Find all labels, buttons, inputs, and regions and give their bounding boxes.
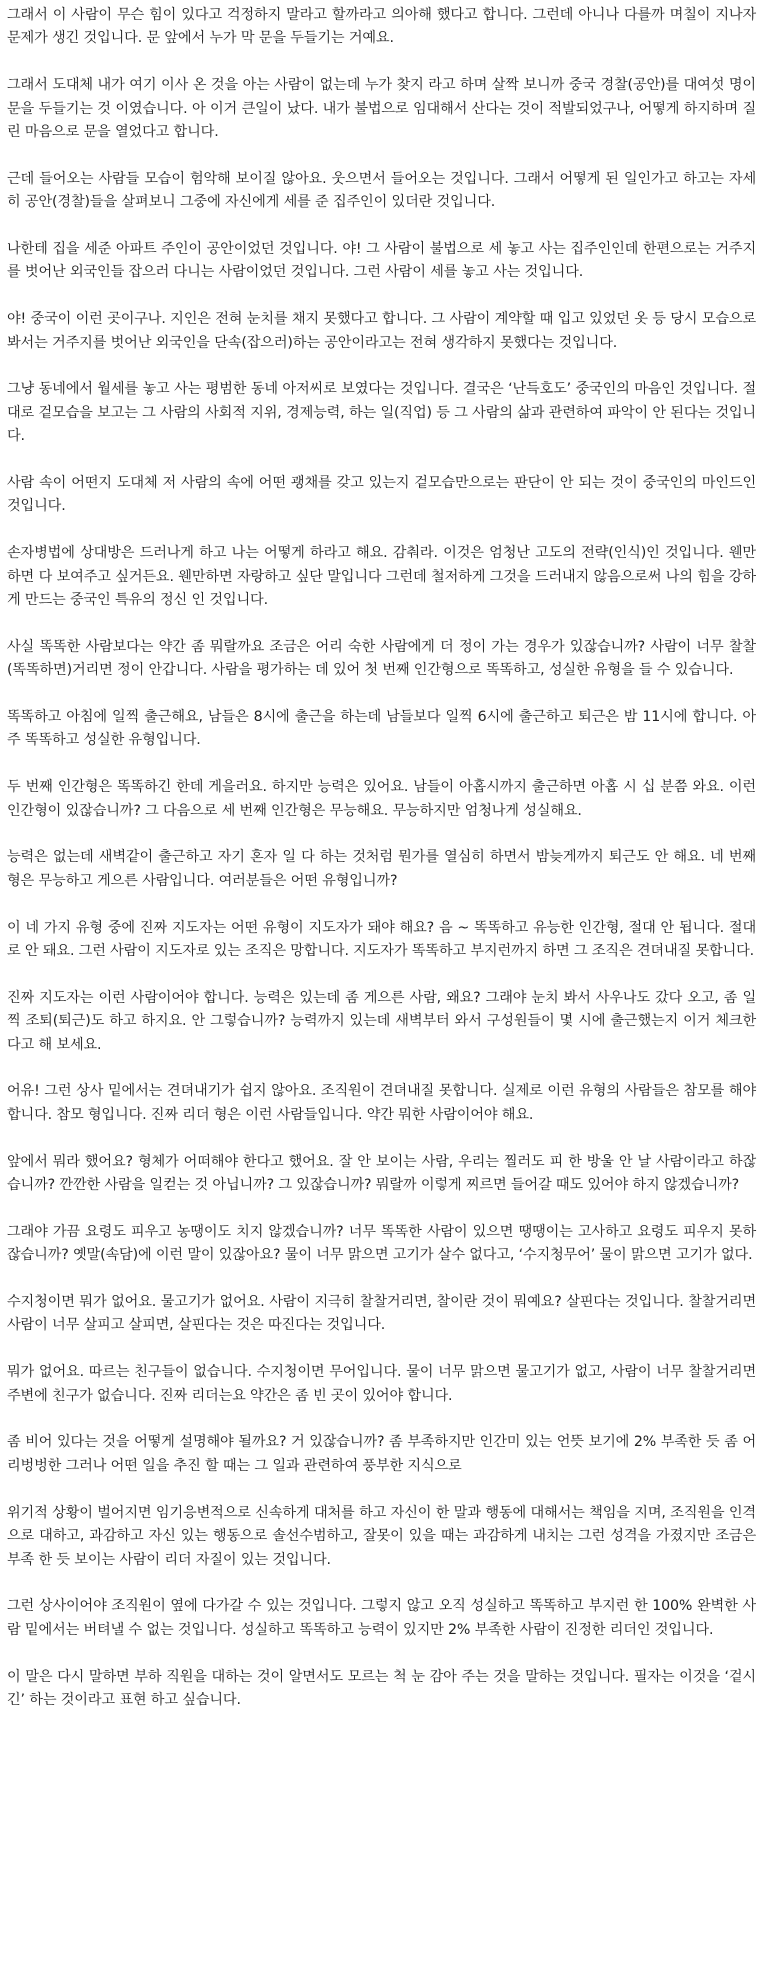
paragraph: 좀 비어 있다는 것을 어떻게 설명해야 될까요? 거 있잖습니까? 좀 부족하지만 인간미 있는 언뜻 보기에 2% 부족한 듯 좀 어리벙벙한 그러나 어떤 일을 추진 할 때는 그 일과 관련하여 풍부한 지식으로 [7,1434,756,1474]
paragraph: 사실 똑똑한 사람보다는 약간 좀 뭐랄까요 조금은 어리 숙한 사람에게 더 정이 가는 경우가 있잖습니까? 사람이 너무 찰찰(똑똑하면)거리면 정이 안갑니다. 사람을 평가하는 데 있어 첫 번째 인간형으로 똑똑하고, 성실한 유형을 들 수 있습니다. [7,638,756,679]
paragraph: 손자병법에 상대방은 드러나게 하고 나는 어떻게 하라고 해요. 감춰라. 이것은 엄청난 고도의 전략(인식)인 것입니다. 웬만하면 다 보여주고 싶거든요. 웬만하면 자랑하고 싶단 말입니다 그런데 철저하게 그것을 드러내지 않음으로써 나의 힘을 강하게 만드는 중국인 특유의 정신 인 것입니다. [7,545,756,609]
paragraph: 두 번째 인간형은 똑똑하긴 한데 게을러요. 하지만 능력은 있어요. 남들이 아홉시까지 출근하면 아홉 시 십 분쯤 와요. 이런 인간형이 있잖습니까? 그 다음으로 세 번째 인간형은 무능해요. 무능하지만 엄청나게 성실해요. [7,779,756,819]
paragraph: 사람 속이 어떤지 도대체 저 사람의 속에 어떤 괭채를 갖고 있는지 겉모습만으로는 판단이 안 되는 것이 중국인의 마인드인 것입니다. [7,475,756,515]
paragraph: 야! 중국이 이런 곳이구나. 지인은 전혀 눈치를 채지 못했다고 합니다. 그 사람이 계약할 때 입고 있었던 옷 등 당시 모습으로 봐서는 거주지를 벗어난 외국인을 단속(잡으러)하는 공안이라고는 전혀 생각하지 못했다는 것입니다. [7,311,756,351]
paragraph: 뭐가 없어요. 따르는 친구들이 없습니다. 수지청이면 무어입니다. 물이 너무 맑으면 물고기가 없고, 사람이 너무 찰찰거리면 주변에 친구가 없습니다. 진짜 리더는요 약간은 좀 빈 곳이 있어야 합니다. [7,1364,756,1404]
paragraph: 근데 들어오는 사람들 모습이 험악해 보이질 않아요. 웃으면서 들어오는 것입니다. 그래서 어떻게 된 일인가고 하고는 자세히 공안(경찰)들을 살펴보니 그중에 자신에게 세를 준 집주인이 있더란 것입니다. [7,170,756,211]
paragraph: 이 말은 다시 말하면 부하 직원을 대하는 것이 알면서도 모르는 척 눈 감아 주는 것을 말하는 것입니다. 필자는 이것을 ‘겉시긴’ 하는 것이라고 표현 하고 싶습니다. [7,1668,756,1708]
paragraph: 어유! 그런 상사 밑에서는 견뎌내기가 쉽지 않아요. 조직원이 견뎌내질 못합니다. 실제로 이런 유형의 사람들은 참모를 해야 합니다. 참모 형입니다. 진짜 리더 형은 이런 사람들입니다. 약간 뭐한 사람이어야 해요. [7,1083,756,1123]
paragraph: 진짜 지도자는 이런 사람이어야 합니다. 능력은 있는데 좀 게으른 사람, 왜요? 그래야 눈치 봐서 사우나도 갔다 오고, 좀 일찍 조퇴(퇴근)도 하고 하지요. 안 그렇습니까? 능력까지 있는데 새벽부터 와서 구성원들이 몇 시에 출근했는지 이거 체크한다고 해 보세요. [7,989,756,1053]
paragraph: 그래야 가끔 요령도 피우고 농땡이도 치지 않겠습니까? 너무 똑똑한 사람이 있으면 땡땡이는 고사하고 요령도 피우지 못하잖습니까? 옛말(속담)에 이런 말이 있잖아요? 물이 너무 맑으면 고기가 살수 없다고, ‘수지청무어’ 물이 맑으면 고기가 없다. [7,1223,756,1264]
paragraph: 그냥 동네에서 월세를 놓고 사는 평범한 동네 아저씨로 보였다는 것입니다. 결국은 ‘난득호도’ 중국인의 마음인 것입니다. 절대로 겉모습을 보고는 그 사람의 사회적 지위, 경제능력, 하는 일(직업) 등 그 사람의 삶과 관련하여 파악이 안 된다는 것입니다. [7,381,756,445]
paragraph: 그런 상사이어야 조직원이 옆에 다가갈 수 있는 것입니다. 그렇지 않고 오직 성실하고 똑똑하고 부지런 한 100% 완벽한 사람 밑에서는 버텨낼 수 없는 것입니다. 성실하고 똑똑하고 능력이 있지만 2% 부족한 사람이 진정한 리더인 것입니다. [7,1598,756,1638]
paragraph: 이 네 가지 유형 중에 진짜 지도자는 어떤 유형이 지도자가 돼야 해요? 음 ~ 똑똑하고 유능한 인간형, 절대 안 됩니다. 절대로 안 돼요. 그런 사람이 지도자로 있는 조직은 망합니다. 지도자가 똑똑하고 부지런까지 하면 그 조직은 견뎌내질 못합니다. [7,919,756,960]
paragraph: 나한테 집을 세준 아파트 주인이 공안이었던 것입니다. 야! 그 사람이 불법으로 세 놓고 사는 집주인인데 한편으로는 거주지를 벗어난 외국인들 잡으러 다니는 사람이었던 것입니다. 그런 사람이 세를 놓고 사는 것입니다. [7,241,756,281]
paragraph: 위기적 상황이 벌어지면 임기응변적으로 신속하게 대처를 하고 자신이 한 말과 행동에 대해서는 책임을 지며, 조직원을 인격으로 대하고, 과감하고 자신 있는 행동으로 솔선수범하고, 잘못이 있을 때는 과감하게 내치는 그런 성격을 가졌지만 조금은 부족 한 듯 보이는 사람이 리더 자질이 있는 것입니다. [7,1504,756,1568]
paragraph: 똑똑하고 아침에 일찍 출근해요, 남들은 8시에 출근을 하는데 남들보다 일찍 6시에 출근하고 퇴근은 밤 11시에 합니다. 아주 똑똑하고 성실한 유형입니다. [7,709,756,749]
paragraph: 그래서 도대체 내가 여기 이사 온 것을 아는 사람이 없는데 누가 찾지 라고 하며 살짝 보니까 중국 경찰(공안)를 대여섯 명이 문을 두들기는 것 이였습니다. 아 이거 큰일이 났다. 내가 불법으로 임대해서 산다는 것이 적발되었구나, 어떻게 하지하며 질린 마음으로 문을 열었다고 합니다. [7,77,756,141]
paragraph: 수지청이면 뭐가 없어요. 물고기가 없어요. 사람이 지극히 찰찰거리면, 찰이란 것이 뭐예요? 살핀다는 것입니다. 찰찰거리면 사람이 너무 살피고 살피면, 살핀다는 것은 따진다는 것입니다. [7,1294,756,1334]
paragraph: 앞에서 뭐라 했어요? 형체가 어떠해야 한다고 했어요. 잘 안 보이는 사람, 우리는 찔러도 피 한 방울 안 날 사람이라고 하잖습니까? 깐깐한 사람을 일컫는 것 아닙니까? 그 있잖습니까? 뭐랄까 이렇게 찌르면 들어갈 때도 있어야 하지 않겠습니까? [7,1153,756,1194]
paragraph: 그래서 이 사람이 무슨 힘이 있다고 걱정하지 말라고 할까라고 의아해 했다고 합니다. 그런데 아니나 다를까 며칠이 지나자 문제가 생긴 것입니다. 문 앞에서 누가 막 문을 두들기는 거예요. [7,7,756,47]
paragraph: 능력은 없는데 새벽같이 출근하고 자기 혼자 일 다 하는 것처럼 뭔가를 열심히 하면서 밤늦게까지 퇴근도 안 해요. 네 번째 형은 무능하고 게으른 사람입니다. 여러분들은 어떤 유형입니까? [7,849,756,889]
